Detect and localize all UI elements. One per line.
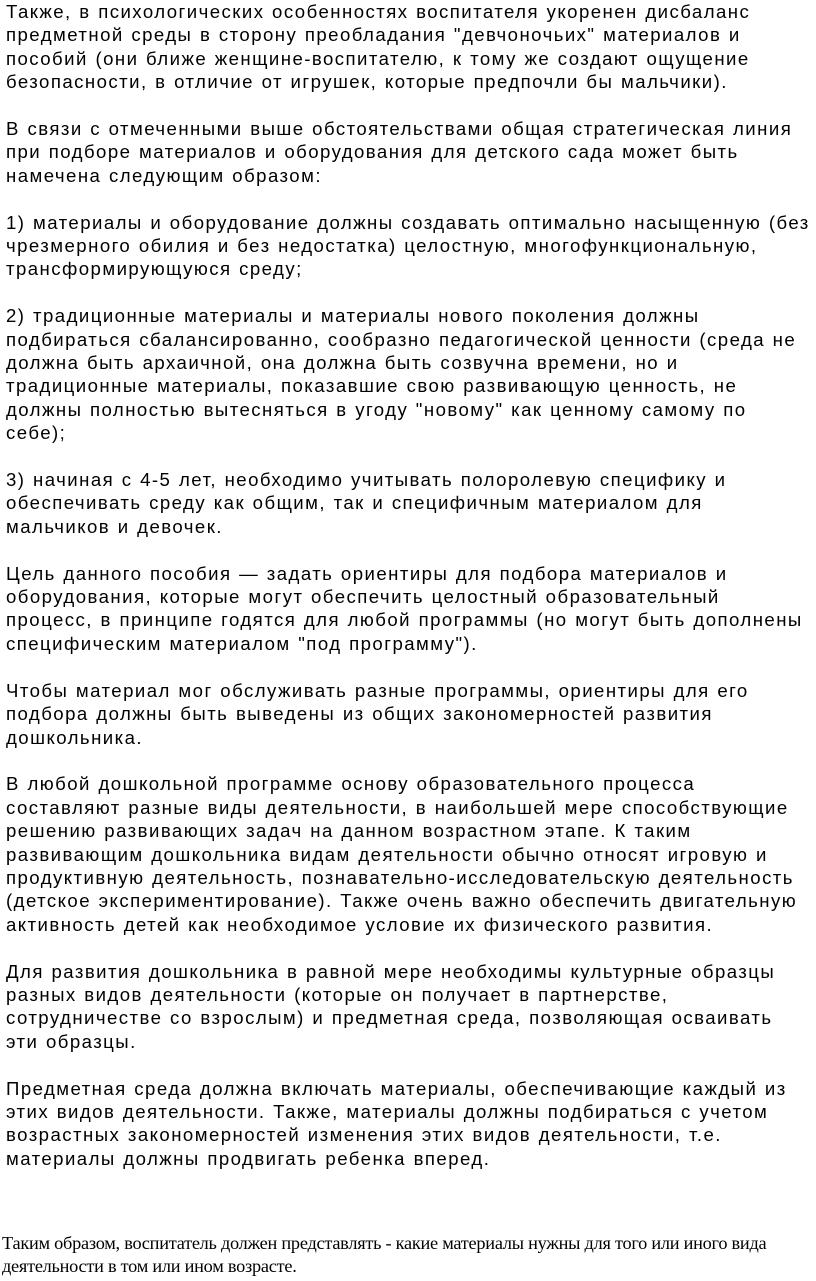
document-body <box>6 0 812 1170</box>
list-item-2: 2) традиционные материалы и материалы нового поколения должны подбираться сбалансированно, сообразно педагогической ценности (среда не должна быть архаичной, она должна быть созвучна времени, но и традиционные материалы, показавшие свою развивающую ценность, не должны полностью вытесняться в угоду "новому" как ценному самому по себе); <box>6 305 797 444</box>
paragraph-activities: В любой дошкольной программе основу образовательного процесса составляют разные виды деятельности, в наибольшей мере способствующие решению развивающих задач на данном возрастном этапе. К таким развивающим дошкольника видам деятельности обычно относят игровую и продуктивную деятельность, познавательно-исследовательскую деятельность (детское экспериментирование). Также очень важно обеспечить двигательную активность детей как необходимое условие их физического развития. <box>6 773 798 935</box>
paragraph-development: Для развития дошкольника в равной мере необходимы культурные образцы разных видов деятельности (которые он получает в партнерстве, сотрудничестве со взрослым) и предметная среда, позволяющая осваивать эти образцы. <box>6 960 776 1052</box>
paragraph-environment: Предметная среда должна включать материалы, обеспечивающие каждый из этих видов деятельности. Также, материалы должны подбираться с учетом возрастных закономерностей изменения этих видов деятельности, т.е. материалы должны продвигать ребенка вперед. <box>6 1077 787 1169</box>
paragraph-2: В связи с отмеченными выше обстоятельствами общая стратегическая линия при подборе материалов и оборудования для детского сада может быть намечена следующим образом: <box>6 118 793 186</box>
paragraph-goal: Цель данного пособия — задать ориентиры для подбора материалов и оборудования, которые могут обеспечить целостный образовательный процесс, в принципе годятся для любой программы (но могут быть дополнены специфическим материалом "под программу"). <box>6 562 803 654</box>
closing-paragraph: Таким образом, воспитатель должен представлять - какие материалы нужны для того или иного вида деятельности в том или ином возрасте. <box>2 1233 767 1276</box>
paragraph-1: Также, в психологических особенностях воспитателя укоренен дисбаланс предметной среды в сторону преобладания "девчоночьих" материалов и пособий (они ближе женщине-воспитателю, к тому же создают ощущение безопасности, в отличие от игрушек, которые предпочли бы мальчики). <box>6 1 751 93</box>
list-item-3: 3) начиная с 4-5 лет, необходимо учитывать полоролевую специфику и обеспечивать среду как общим, так и специфичным материалом для мальчиков и девочек. <box>6 469 727 537</box>
list-item-1: 1) материалы и оборудование должны создавать оптимально насыщенную (без чрезмерного обилия и без недостатка) целостную, многофункциональную, трансформирующуюся среду; <box>6 211 810 280</box>
paragraph-programs: Чтобы материал мог обслуживать разные программы, ориентиры для его подбора должны быть выведены из общих закономерностей развития дошкольника. <box>6 679 749 748</box>
